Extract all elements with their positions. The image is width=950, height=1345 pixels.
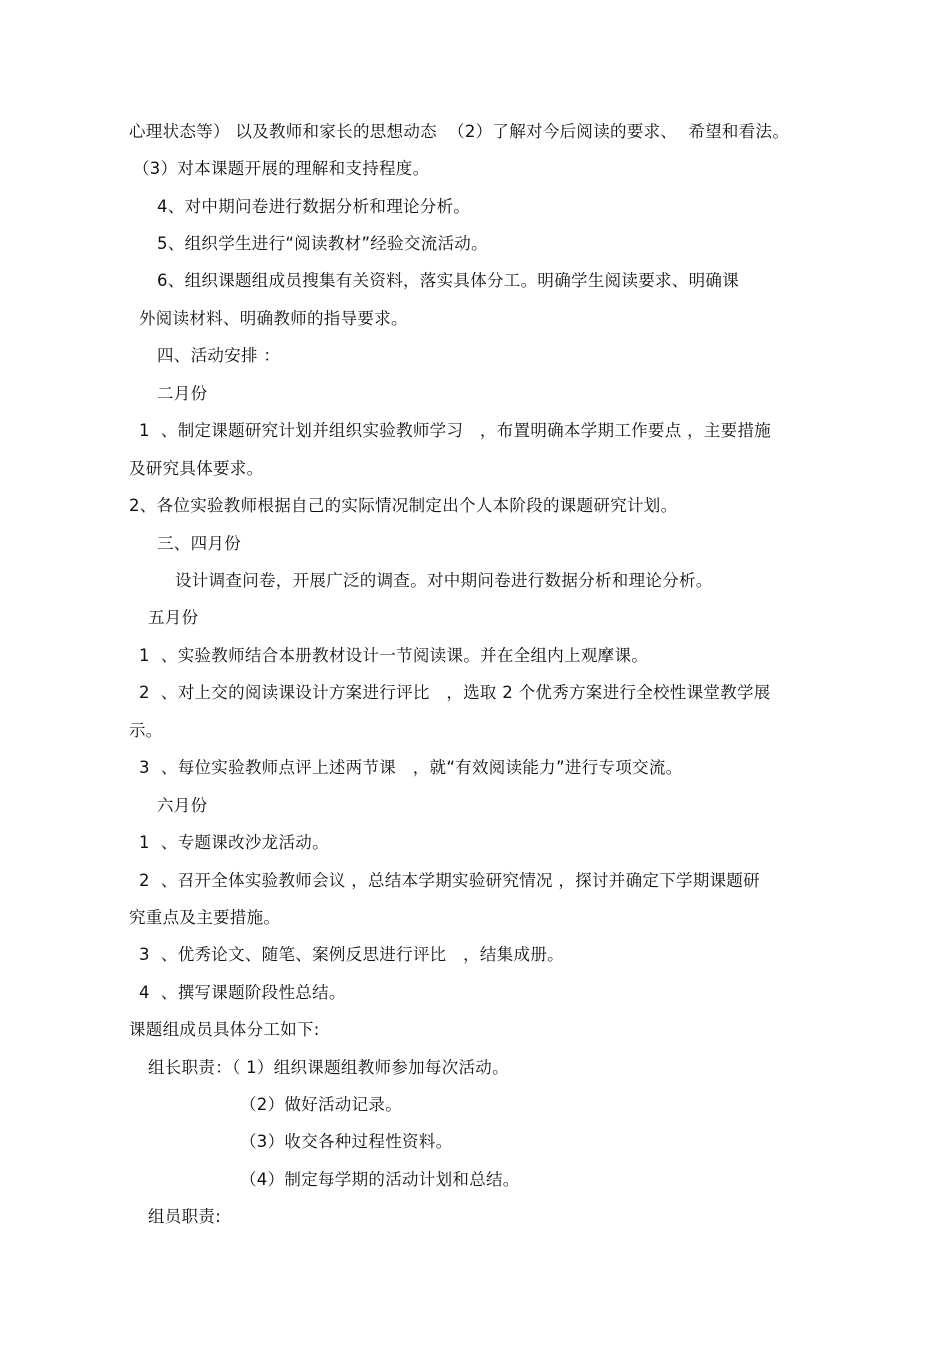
text-line: 组长职责：（ 1）组织课题组教师参加每次活动。 (148, 1058, 509, 1077)
text-line: 心理状态等） 以及教师和家长的思想动态 （2）了解对今后阅读的要求、 希望和看法。 (129, 122, 790, 141)
text-line: （3）收交各种过程性资料。 (240, 1132, 453, 1151)
text-line: 2、各位实验教师根据自己的实际情况制定出个人本阶段的课题研究计划。 (129, 496, 678, 515)
month-heading: 五月份 (148, 608, 199, 627)
text-line: 4、对中期问卷进行数据分析和理论分析。 (157, 197, 471, 216)
text-line: （2）做好活动记录。 (240, 1095, 402, 1114)
month-heading: 二月份 (157, 384, 208, 403)
month-heading: 六月份 (157, 796, 208, 815)
text-line: （3）对本课题开展的理解和支持程度。 (133, 159, 430, 178)
text-line: 究重点及主要措施。 (129, 908, 281, 927)
text-line: 示。 (129, 721, 163, 740)
text-line: 组员职责: (148, 1207, 222, 1226)
text-line: 1 、实验教师结合本册教材设计一节阅读课。并在全组内上观摩课。 (139, 646, 649, 665)
text-line: 设计调查问卷，开展广泛的调查。对中期问卷进行数据分析和理论分析。 (175, 571, 713, 590)
text-line: 2 、对上交的阅读课设计方案进行评比 ，选取 2 个优秀方案进行全校性课堂教学展 (139, 683, 771, 702)
text-line: 1 、专题课改沙龙活动。 (139, 833, 329, 852)
text-line: 6、组织课题组成员搜集有关资料，落实具体分工。明确学生阅读要求、明确课 (157, 271, 739, 290)
month-heading: 三、四月份 (157, 534, 241, 553)
text-line: 5、组织学生进行“阅读教材”经验交流活动。 (157, 234, 488, 253)
text-line: 及研究具体要求。 (129, 459, 264, 478)
text-line: 外阅读材料、明确教师的指导要求。 (139, 309, 408, 328)
text-line: 课题组成员具体分工如下: (129, 1020, 320, 1039)
text-line: 3 、每位实验教师点评上述两节课 ，就“有效阅读能力”进行专项交流。 (139, 758, 683, 777)
text-line: 4 、撰写课题阶段性总结。 (139, 983, 346, 1002)
text-line: 1 、制定课题研究计划并组织实验教师学习 ，布置明确本学期工作要点 ，主要措施 (139, 421, 772, 440)
text-line: 2 、召开全体实验教师会议 ，总结本学期实验研究情况 ，探讨并确定下学期课题研 (139, 871, 760, 890)
text-line: 3 、优秀论文、随笔、案例反思进行评比 ，结集成册。 (139, 945, 564, 964)
section-heading: 四、活动安排 ： (157, 346, 281, 365)
text-line: （4）制定每学期的活动计划和总结。 (240, 1170, 520, 1189)
